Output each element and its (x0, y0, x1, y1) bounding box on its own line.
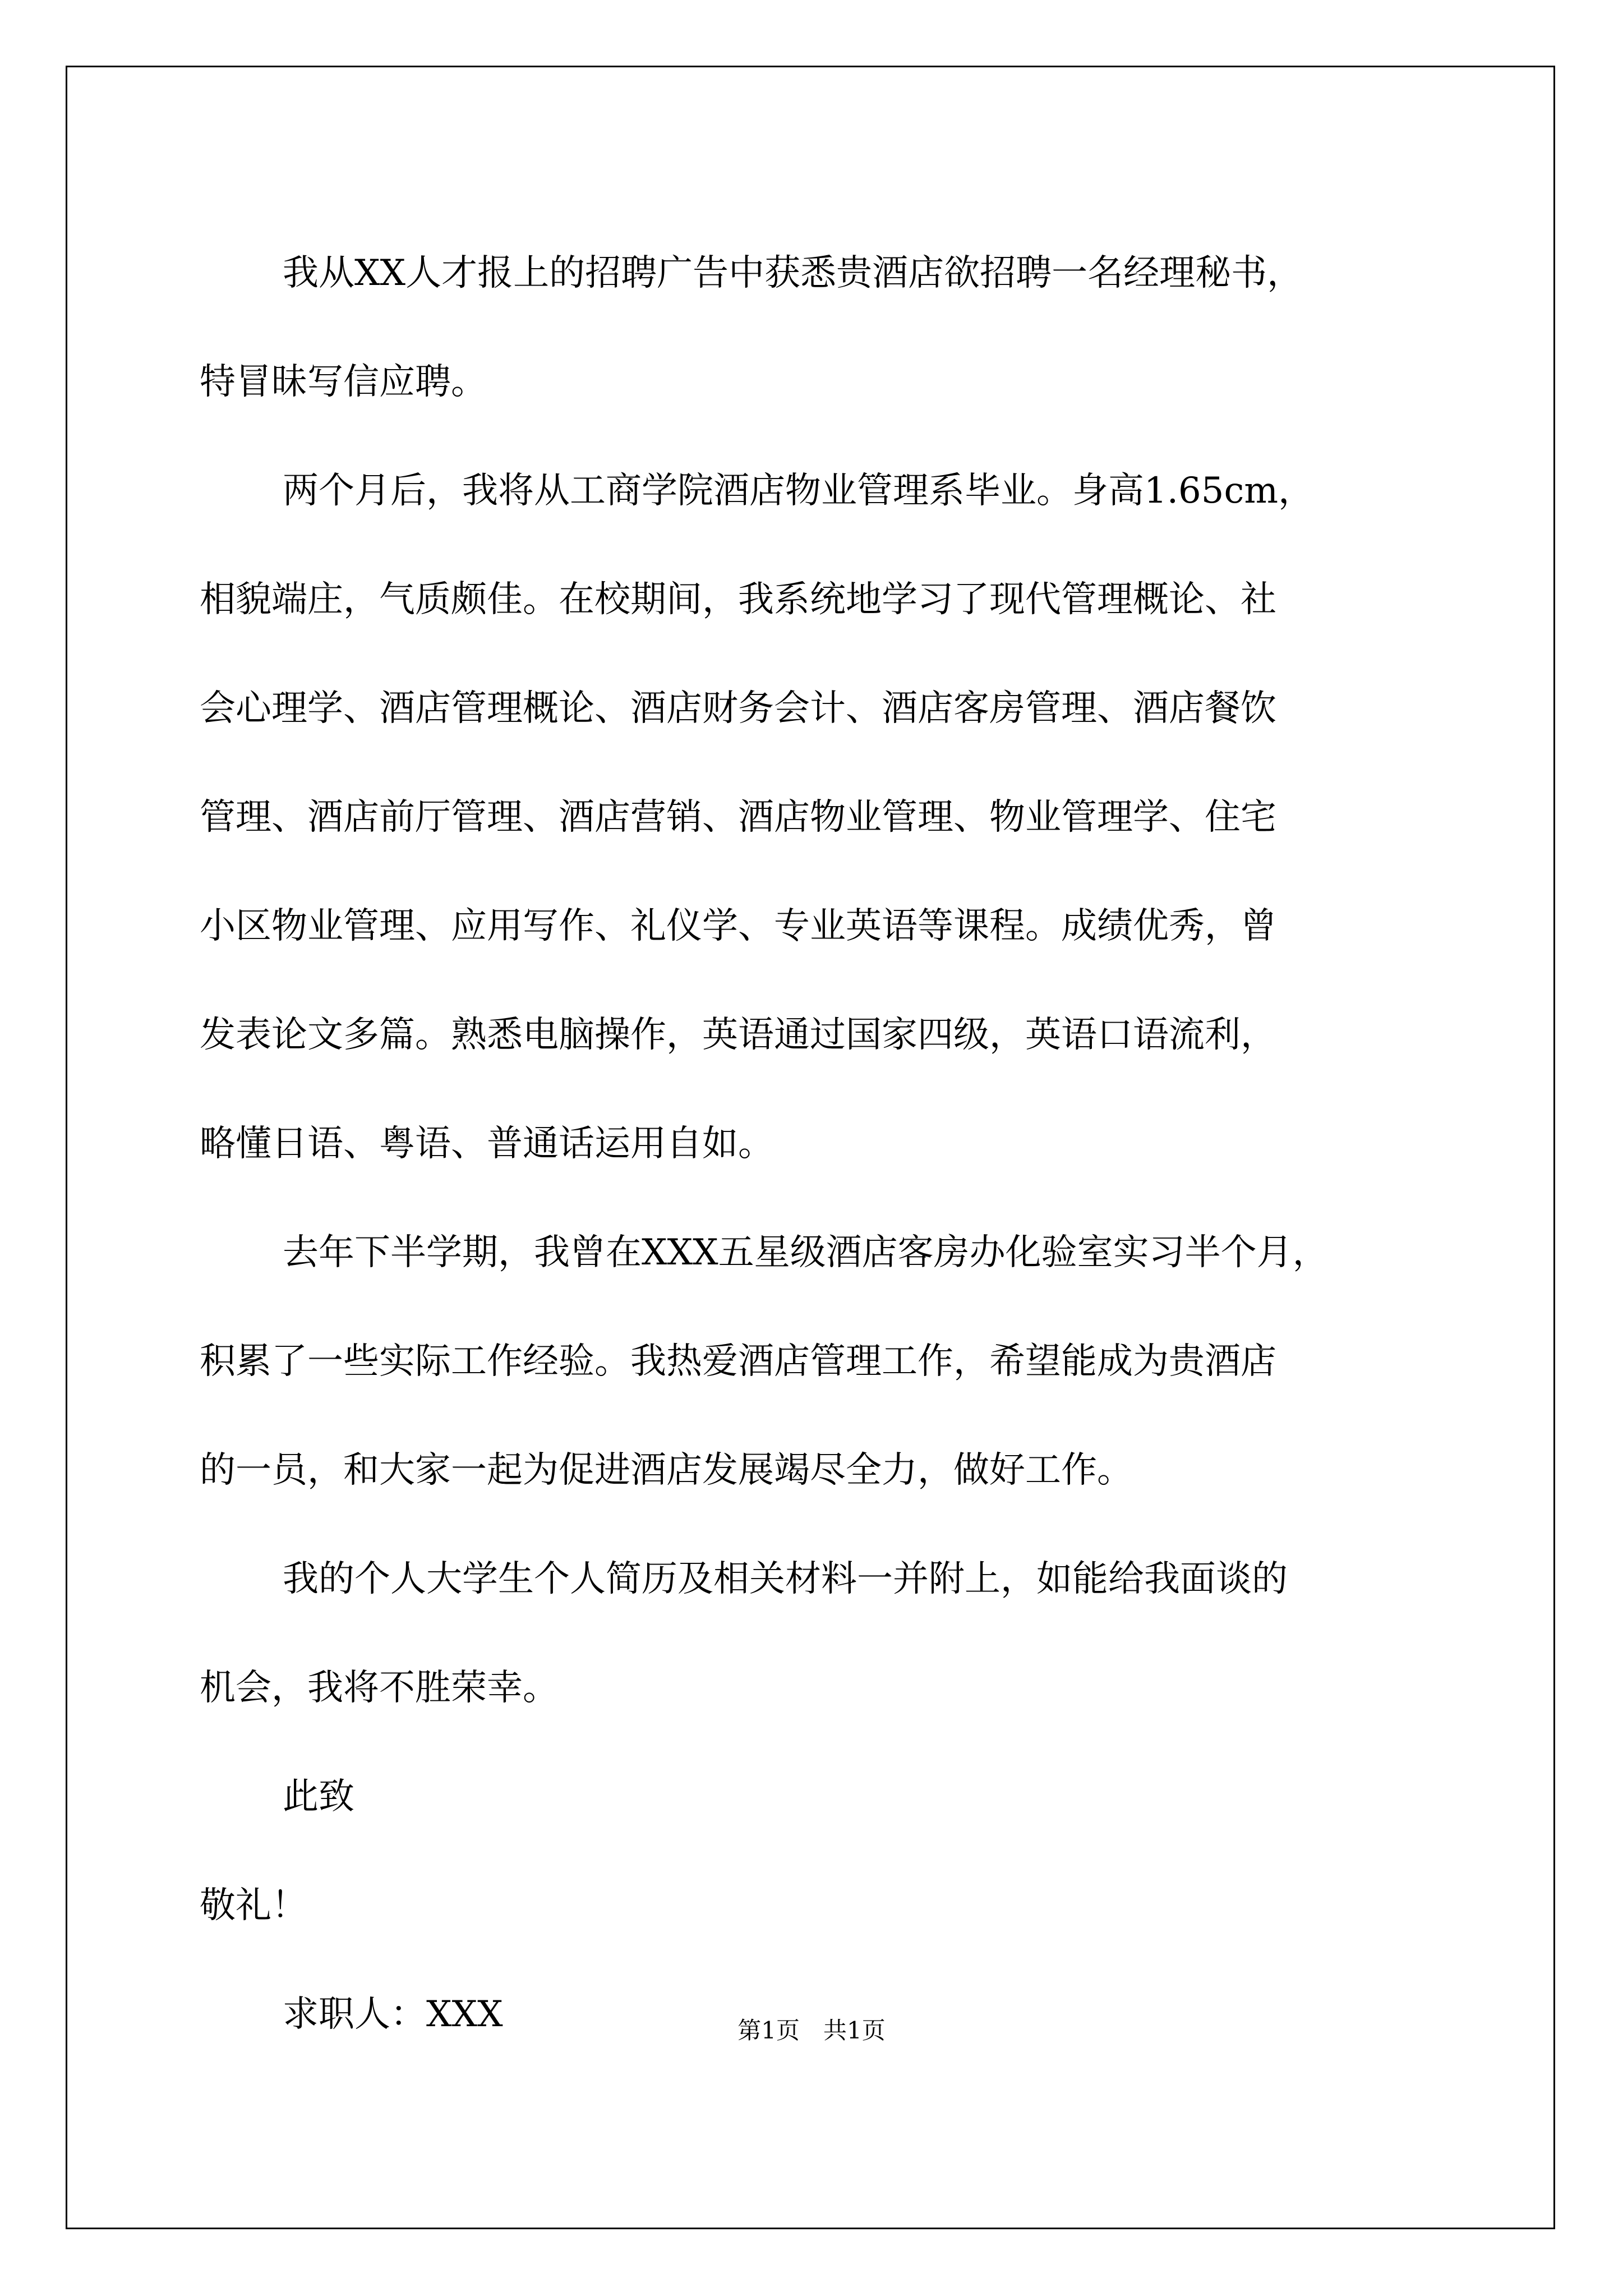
text-line: 两个月后，我将从工商学院酒店物业管理系毕业。身高1.65cm， (283, 470, 1315, 512)
text-line: 小区物业管理、应用写作、礼仪学、专业英语等课程。成绩优秀，曾 (200, 905, 1276, 947)
text-line: 去年下半学期，我曾在XXX五星级酒店客房办化验室实习半个月， (283, 1232, 1329, 1273)
text-line: 相貌端庄，气质颇佳。在校期间，我系统地学习了现代管理概论、社 (200, 579, 1276, 620)
page-number: 第1页 共1页 (737, 2017, 886, 2044)
text-line: 略懂日语、粤语、普通话运用自如。 (200, 1123, 774, 1165)
text-line: 机会，我将不胜荣幸。 (200, 1667, 559, 1709)
text-line: 管理、酒店前厅管理、酒店营销、酒店物业管理、物业管理学、住宅 (200, 797, 1276, 838)
text-line: 发表论文多篇。熟悉电脑操作，英语通过国家四级，英语口语流利， (200, 1014, 1276, 1056)
text-line: 积累了一些实际工作经验。我热爱酒店管理工作，希望能成为贵酒店 (200, 1341, 1276, 1382)
text-line: 我从XX人才报上的招聘广告中获悉贵酒店欲招聘一名经理秘书， (283, 252, 1303, 294)
text-line: 特冒昧写信应聘。 (200, 361, 487, 403)
text-line: 的一员，和大家一起为促进酒店发展竭尽全力，做好工作。 (200, 1450, 1133, 1491)
closing-respect: 敬礼！ (200, 1885, 307, 1926)
letter-body (200, 219, 1422, 2069)
closing-salutation: 此致 (283, 1776, 354, 1818)
text-line: 我的个人大学生个人简历及相关材料一并附上，如能给我面谈的 (283, 1558, 1288, 1600)
signature-line: 求职人：XXX (283, 1994, 503, 2035)
text-line: 会心理学、酒店管理概论、酒店财务会计、酒店客房管理、酒店餐饮 (200, 688, 1276, 729)
